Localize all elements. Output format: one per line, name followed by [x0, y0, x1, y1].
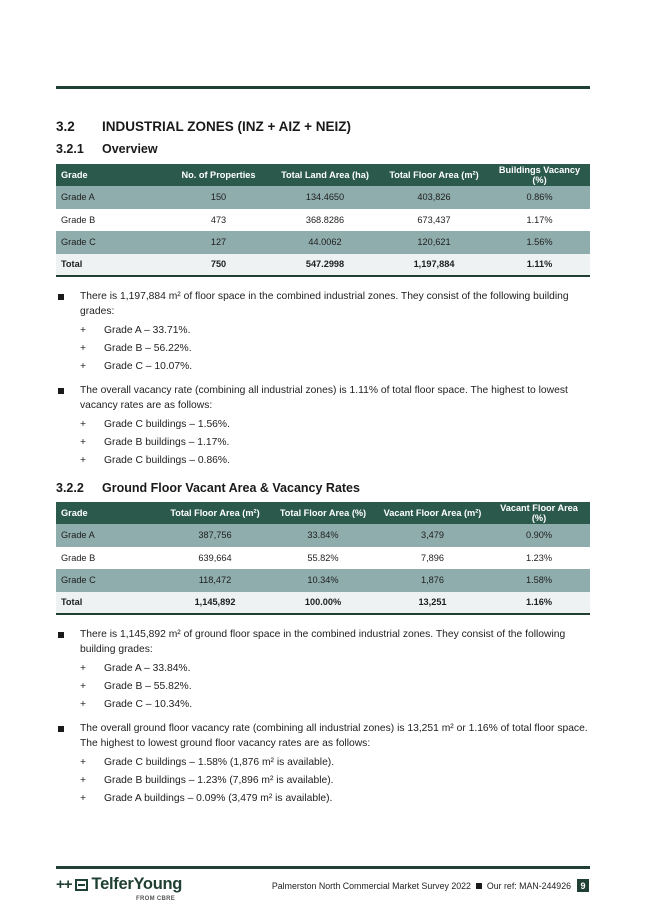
table-cell: Grade B — [56, 209, 166, 232]
table-cell: Grade B — [56, 547, 161, 570]
sub-bullet-text: Grade C buildings – 1.56%. — [104, 419, 230, 430]
sub-bullet-item — [56, 453, 590, 468]
table-cell: 55.82% — [269, 547, 377, 570]
sub-bullet-text: Grade B buildings – 1.23% (7,896 m² is available). — [104, 775, 334, 786]
sub-bullet-text: Grade B buildings – 1.17%. — [104, 437, 230, 448]
table-total-row — [56, 254, 590, 277]
table-cell: 387,756 — [161, 524, 269, 547]
table-cell: Grade A — [56, 524, 161, 547]
plus-icon: + — [80, 343, 87, 354]
bullet-item — [56, 627, 590, 657]
overview-table — [56, 164, 590, 277]
table-cell: 1.56% — [489, 231, 590, 254]
table-cell: 7,896 — [377, 547, 488, 570]
logo-wordmark: TelferYoung — [91, 875, 183, 893]
subsection-number: 3.2.2 — [56, 481, 84, 495]
table-cell: 1.11% — [489, 254, 590, 277]
plus-icon: + — [80, 419, 87, 430]
section-heading — [56, 119, 351, 134]
table-cell: 3,479 — [377, 524, 488, 547]
section-number: 3.2 — [56, 119, 75, 134]
logo-tagline: FROM CBRE — [136, 896, 176, 902]
col-header: Vacant Floor Area (m²) — [377, 502, 488, 524]
sub-bullet-text: Grade A – 33.71%. — [104, 325, 191, 336]
table-row — [56, 231, 590, 254]
table-cell: 547.2998 — [271, 254, 379, 277]
bullet-text: There is 1,145,892 m² of ground floor space in the combined industrial zones. They consist of the following building grades: — [80, 629, 566, 655]
col-header: Total Floor Area (%) — [269, 502, 377, 524]
sub-bullet-text: Grade C – 10.34%. — [104, 699, 193, 710]
bullet-square-icon — [58, 726, 64, 732]
top-divider — [56, 86, 590, 89]
sub-bullet-text: Grade C buildings – 1.58% (1,876 m² is available). — [104, 757, 335, 768]
bullet-square-icon — [58, 632, 64, 638]
table-cell: 1.23% — [488, 547, 590, 570]
subsection-title: Ground Floor Vacant Area & Vacancy Rates — [102, 481, 360, 495]
bullet-text: The overall ground floor vacancy rate (combining all industrial zones) is 13,251 m² or 1.16% of total floor space. The highest to lowest ground floor vacancy rates are as follows: — [80, 723, 588, 749]
table-row — [56, 569, 590, 592]
bullet-square-icon — [58, 388, 64, 394]
sub-bullet-item — [56, 679, 590, 694]
table-cell: 44.0062 — [271, 231, 379, 254]
table-cell: Total — [56, 592, 161, 615]
table-cell: 1,145,892 — [161, 592, 269, 615]
bullet-item — [56, 289, 590, 319]
table-cell: 120,621 — [379, 231, 489, 254]
table-cell: Grade A — [56, 186, 166, 209]
table-cell: 134.4650 — [271, 186, 379, 209]
sub-bullet-text: Grade B – 56.22%. — [104, 343, 192, 354]
table-cell: 1.58% — [488, 569, 590, 592]
sub-bullet-item — [56, 323, 590, 338]
sub-bullet-item — [56, 755, 590, 770]
sub-bullet-item — [56, 417, 590, 432]
sub-bullet-text: Grade C – 10.07%. — [104, 361, 193, 372]
table-cell: 1,197,884 — [379, 254, 489, 277]
table-cell: 368.8286 — [271, 209, 379, 232]
sub-bullet-item — [56, 791, 590, 806]
table-cell: 473 — [166, 209, 271, 232]
section-title: INDUSTRIAL ZONES (INZ + AIZ + NEIZ) — [102, 119, 352, 134]
sub-bullet-text: Grade B – 55.82%. — [104, 681, 192, 692]
plus-icon: + — [80, 361, 87, 372]
col-header: Vacant Floor Area (%) — [488, 502, 590, 524]
bottom-divider — [56, 866, 590, 869]
col-header: No. of Properties — [166, 164, 271, 186]
subsection-number: 3.2.1 — [56, 142, 84, 156]
table-header-row — [56, 164, 590, 186]
vacancy-bullets — [56, 627, 590, 809]
col-header: Total Floor Area (m²) — [161, 502, 269, 524]
table-header-row — [56, 502, 590, 524]
table-row — [56, 524, 590, 547]
table-cell: 0.90% — [488, 524, 590, 547]
subsection-heading-vacancy — [56, 481, 360, 495]
page-footer — [272, 879, 589, 892]
col-header: Total Land Area (ha) — [271, 164, 379, 186]
plus-icon: + — [80, 663, 87, 674]
subsection-heading-overview — [56, 142, 158, 156]
sub-bullet-item — [56, 697, 590, 712]
overview-bullets — [56, 289, 590, 471]
table-cell: 100.00% — [269, 592, 377, 615]
table-cell: 10.34% — [269, 569, 377, 592]
table-cell: Grade C — [56, 569, 161, 592]
bullet-text: The overall vacancy rate (combining all industrial zones) is 1.11% of total floor space. The highest to lowest vacancy rates are as follows: — [80, 385, 568, 411]
table-cell: 1.16% — [488, 592, 590, 615]
col-header: Grade — [56, 164, 166, 186]
col-header: Total Floor Area (m²) — [379, 164, 489, 186]
table-cell: 1,876 — [377, 569, 488, 592]
sub-bullet-text: Grade A buildings – 0.09% (3,479 m² is available). — [104, 793, 333, 804]
table-cell: 33.84% — [269, 524, 377, 547]
company-logo — [56, 875, 182, 894]
table-cell: 673,437 — [379, 209, 489, 232]
bullet-square-icon — [58, 294, 64, 300]
plus-icon: + — [80, 437, 87, 448]
table-cell: 127 — [166, 231, 271, 254]
logo-box-icon — [75, 879, 88, 891]
bullet-item — [56, 721, 590, 751]
sub-bullet-item — [56, 341, 590, 356]
plus-icon: + — [80, 699, 87, 710]
table-cell: 118,472 — [161, 569, 269, 592]
table-cell: 13,251 — [377, 592, 488, 615]
footer-doc-title: Palmerston North Commercial Market Survey 2022 — [271, 880, 471, 891]
page-number: 9 — [577, 879, 589, 892]
table-cell: Total — [56, 254, 166, 277]
subsection-title: Overview — [102, 142, 158, 156]
table-cell: 403,826 — [379, 186, 489, 209]
table-row — [56, 186, 590, 209]
sub-bullet-text: Grade C buildings – 0.86%. — [104, 455, 230, 466]
sub-bullet-item — [56, 773, 590, 788]
plus-icon: + — [80, 793, 87, 804]
col-header: Grade — [56, 502, 161, 524]
footer-reference: Our ref: MAN-244926 — [486, 880, 571, 891]
plus-icon: + — [80, 455, 87, 466]
col-header: Buildings Vacancy (%) — [489, 164, 590, 186]
plus-icon: + — [80, 681, 87, 692]
plus-icon: + — [80, 325, 87, 336]
table-total-row — [56, 592, 590, 615]
sub-bullet-item — [56, 435, 590, 450]
footer-separator-icon — [476, 883, 482, 889]
sub-bullet-text: Grade A – 33.84%. — [104, 663, 191, 674]
table-cell: 150 — [166, 186, 271, 209]
table-cell: 0.86% — [489, 186, 590, 209]
bullet-item — [56, 383, 590, 413]
sub-bullet-item — [56, 359, 590, 374]
plus-icon: + — [80, 757, 87, 768]
table-row — [56, 209, 590, 232]
table-cell: Grade C — [56, 231, 166, 254]
plus-icon: + — [80, 775, 87, 786]
sub-bullet-item — [56, 661, 590, 676]
bullet-text: There is 1,197,884 m² of floor space in the combined industrial zones. They consist of the following building grades: — [80, 291, 569, 317]
table-row — [56, 547, 590, 570]
vacancy-table — [56, 502, 590, 615]
table-cell: 750 — [166, 254, 271, 277]
table-cell: 1.17% — [489, 209, 590, 232]
table-cell: 639,664 — [161, 547, 269, 570]
logo-plus-icon: ++ — [56, 876, 72, 893]
